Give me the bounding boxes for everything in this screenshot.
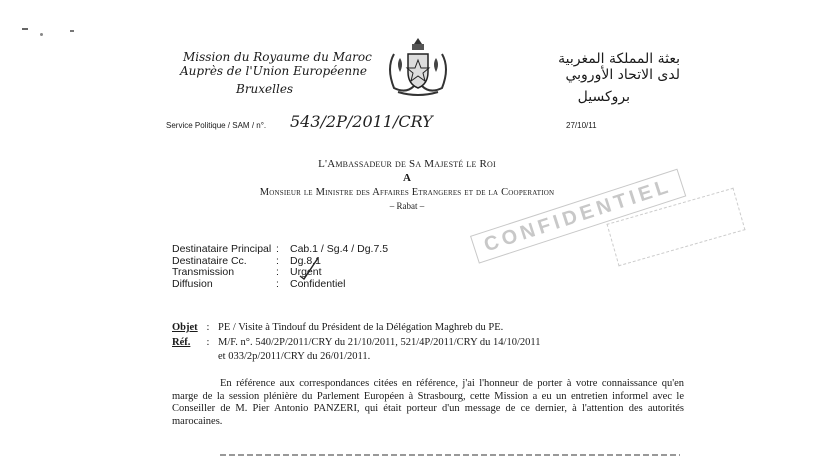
- header-fr-line2: Auprès de l'Union Européenne: [180, 64, 367, 78]
- separator: :: [206, 322, 210, 333]
- header-date: 27/10/11: [566, 121, 597, 130]
- distribution-label: Transmission: [172, 266, 235, 278]
- distribution-label: Destinataire Cc.: [172, 254, 247, 267]
- objet-row: [172, 322, 503, 333]
- recipient-place: – Rabat –: [389, 201, 425, 211]
- ref-line2: et 033/2p/2011/CRY du 26/01/2011.: [218, 351, 371, 362]
- addressing-connector: A: [403, 172, 411, 184]
- header-ar-line2: لدى الاتحاد الأوروبي: [565, 67, 680, 83]
- scan-mark: [40, 33, 43, 36]
- scan-mark: [70, 30, 74, 32]
- separator: :: [206, 337, 210, 348]
- header-fr-city: Bruxelles: [236, 82, 294, 96]
- distribution-value: Urgent: [290, 266, 322, 278]
- ref-line1: M/F. n°. 540/2P/2011/CRY du 21/10/2011, 521/4P/2011/CRY du 14/10/2011: [218, 337, 541, 348]
- distribution-value: Confidentiel: [290, 277, 346, 290]
- header-ar-line1: بعثة المملكة المغربية: [558, 51, 680, 67]
- distribution-row: [172, 267, 388, 279]
- sender-title: L'Ambassadeur de Sa Majesté le Roi: [318, 158, 496, 170]
- coat-of-arms-icon: [384, 34, 452, 98]
- distribution-value: Dg.8.1: [290, 254, 321, 267]
- distribution-block: [172, 244, 388, 290]
- cutoff-line: [220, 451, 680, 457]
- separator: :: [276, 266, 279, 278]
- check-mark-icon: [298, 256, 320, 285]
- scan-mark: [22, 28, 28, 30]
- header-fr-line1: Mission du Royaume du Maroc: [183, 50, 372, 64]
- separator: :: [276, 243, 279, 255]
- distribution-label: Destinataire Principal: [172, 243, 272, 255]
- ref-label: Réf.: [172, 337, 191, 348]
- confidential-stamp: CONFIDENTIEL: [470, 169, 686, 264]
- body-paragraph: En référence aux correspondances citées en référence, j'ai l'honneur de porter à votre connaissance qu'en marge de la session plénière du Parlement Européen à Strasbourg, cette Mission a eu un entretien informel avec le Conseiller de M. Pier Antonio PANZERI, qui était porteur d'un message de ce dernier, à l'attention des autorités marocaines.: [172, 378, 684, 427]
- recipient-title: Monsieur le Ministre des Affaires Etrangeres et de la Cooperation: [259, 187, 555, 198]
- separator: :: [276, 277, 279, 290]
- distribution-label: Diffusion: [172, 277, 213, 290]
- ref-row: [172, 337, 541, 348]
- distribution-row: [172, 279, 388, 291]
- objet-label: Objet: [172, 322, 198, 333]
- objet-text: PE / Visite à Tindouf du Président de la Délégation Maghreb du PE.: [218, 322, 504, 333]
- header-ar-city: بروكسيل: [577, 89, 630, 105]
- distribution-value: Cab.1 / Sg.4 / Dg.7.5: [290, 243, 389, 255]
- service-label: Service Politique / SAM / n°.: [166, 121, 267, 130]
- reference-number-handwritten: 543/2P/2011/CRY: [290, 112, 433, 131]
- distribution-row: [172, 244, 388, 256]
- separator: :: [276, 254, 279, 267]
